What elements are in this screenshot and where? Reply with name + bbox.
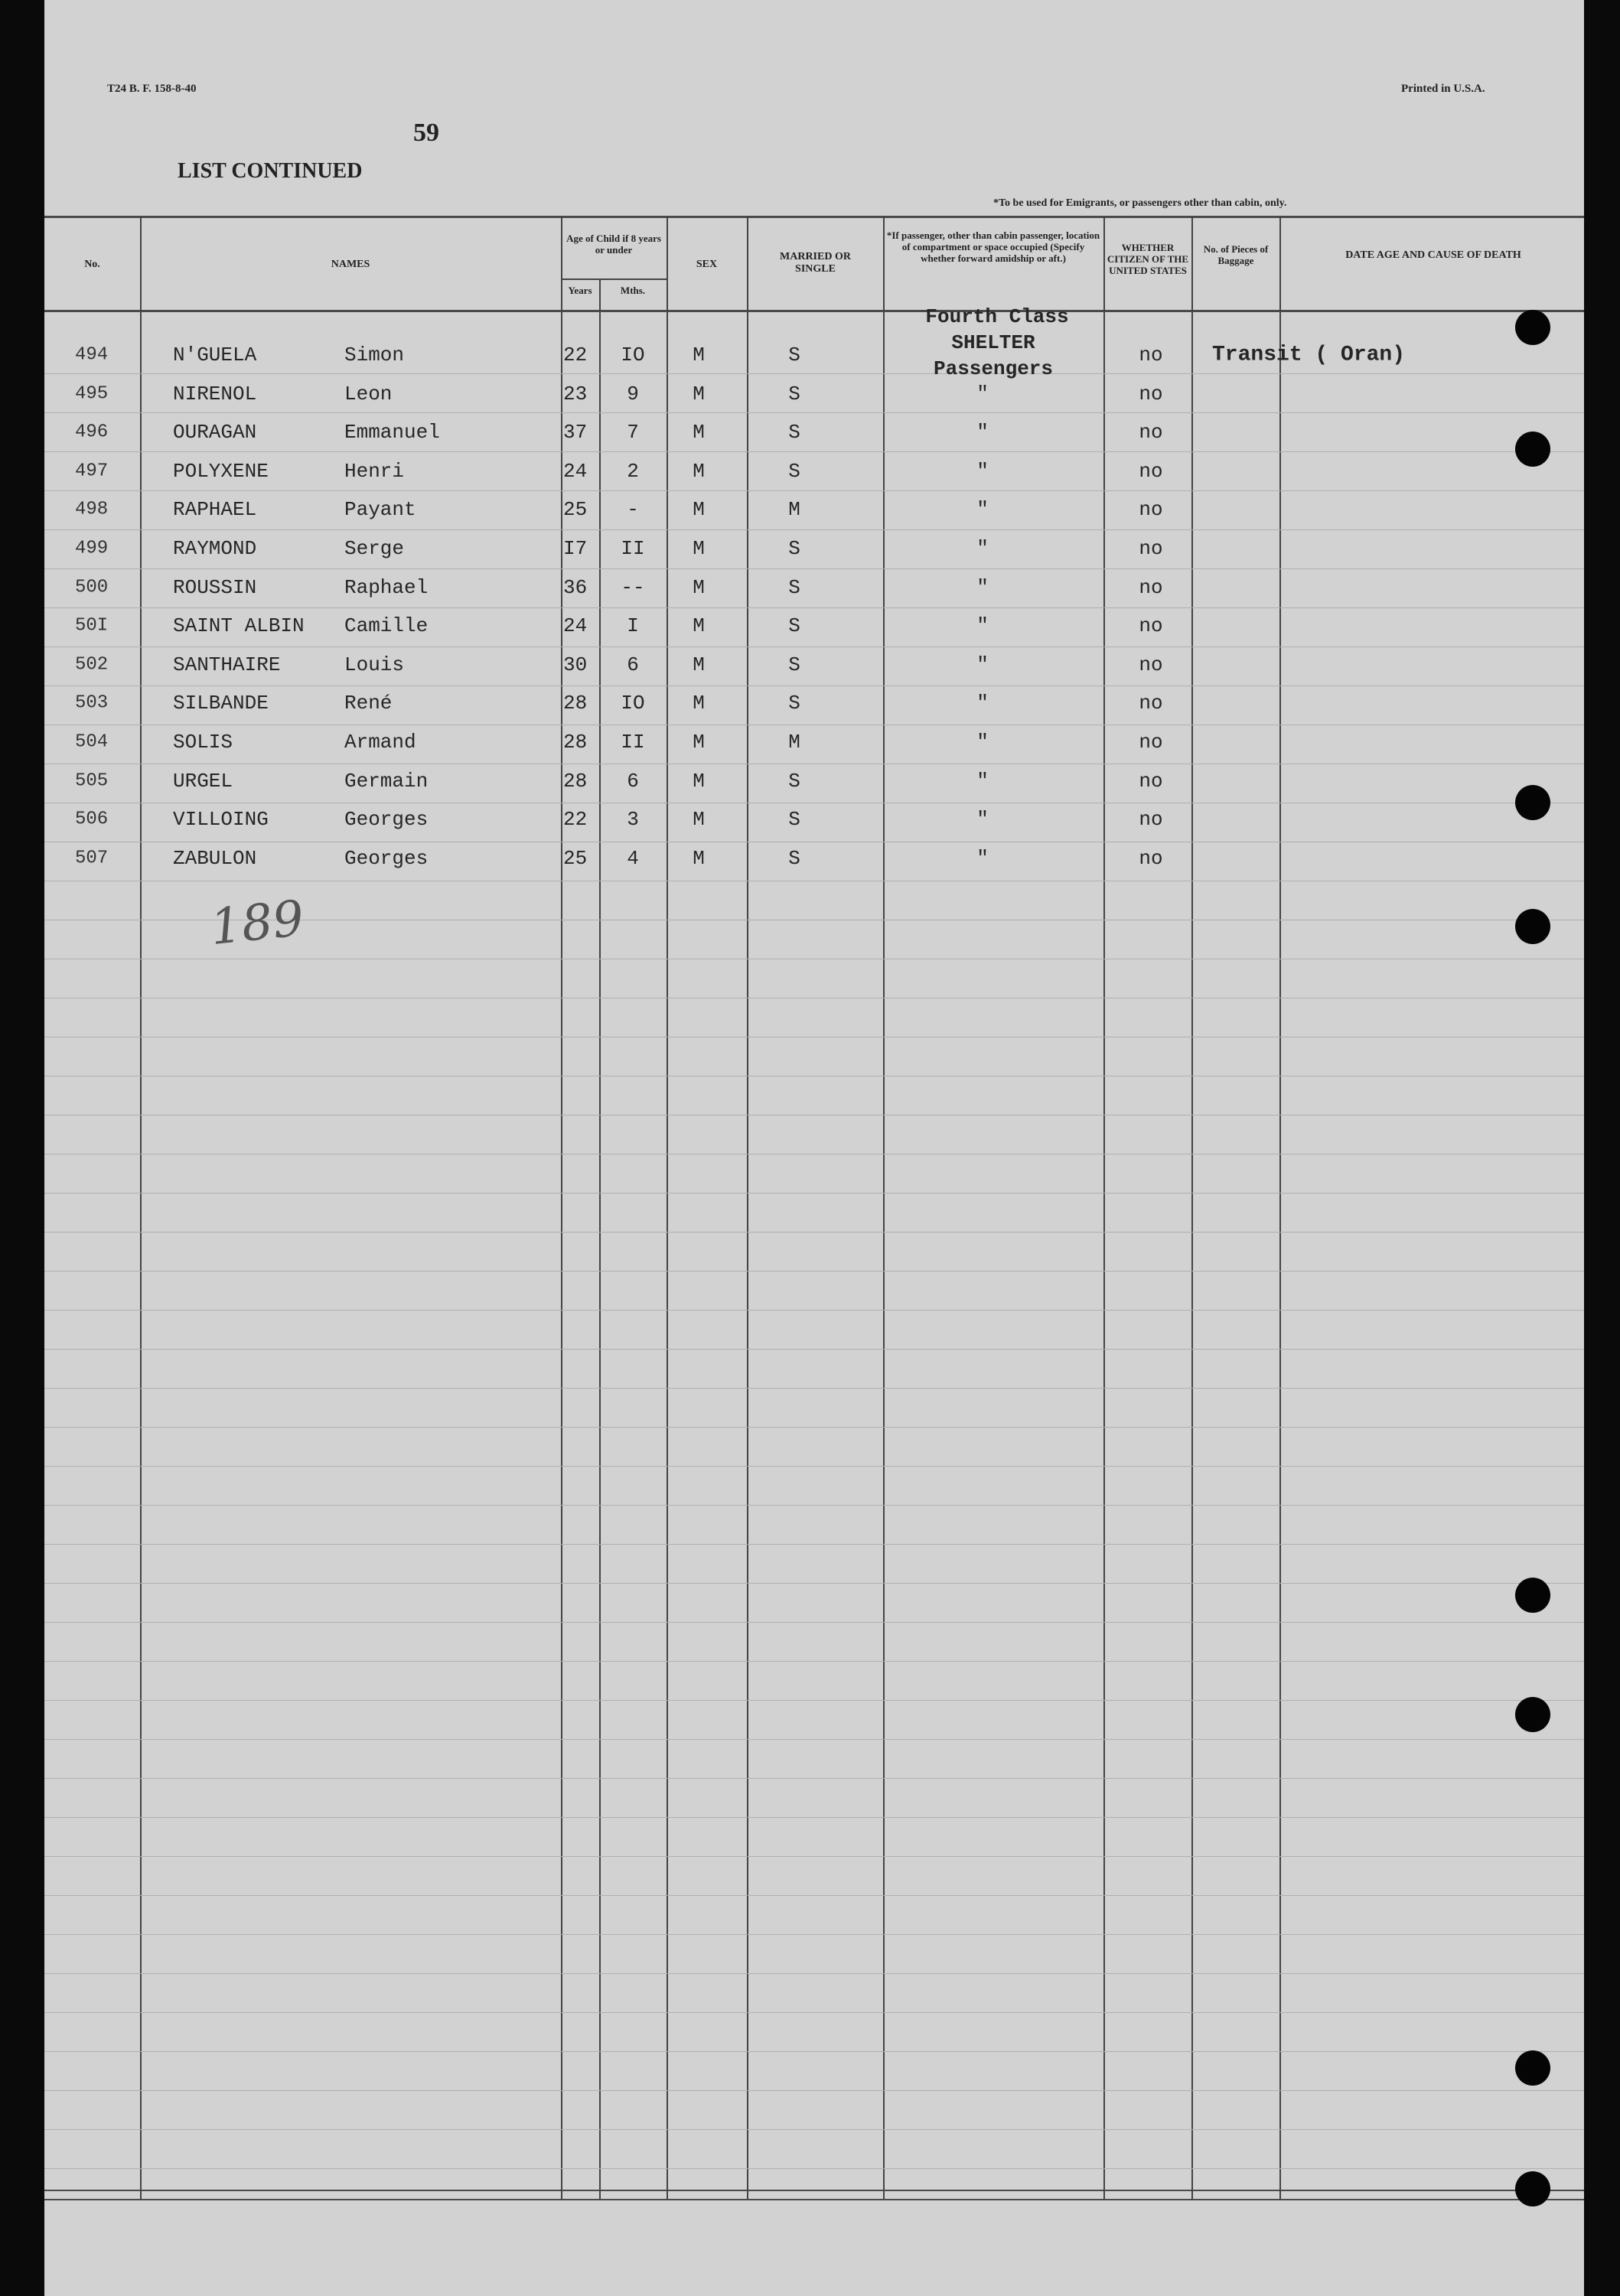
row-sex: M — [693, 769, 705, 793]
row-marital-status: S — [788, 692, 800, 715]
col-header-passenger: *If passenger, other than cabin passenger, location of compartment or space occupied (Specify whether forward amidship or aft.) — [886, 230, 1100, 264]
row-age-months: I — [627, 614, 639, 638]
row-given-name: Simon — [344, 344, 405, 366]
row-marital-status: S — [788, 537, 800, 560]
row-age-months: -- — [621, 575, 645, 599]
row-age-years: 28 — [563, 769, 588, 793]
row-sex: M — [693, 421, 705, 445]
col-header-no: No. — [84, 259, 100, 270]
row-given-name: Germain — [344, 769, 429, 793]
row-sex: M — [693, 653, 705, 676]
ruled-line — [44, 2051, 1584, 2052]
row-ditto-mark: " — [976, 459, 989, 483]
row-citizen: no — [1139, 498, 1163, 522]
row-surname: SAINT ALBIN — [173, 614, 305, 638]
col-header-baggage: No. of Pieces of Baggage — [1203, 243, 1269, 266]
row-marital-status: S — [788, 614, 800, 638]
row-ditto-mark: " — [976, 692, 989, 715]
col-header-months: Mths. — [620, 285, 646, 296]
row-ditto-mark: " — [976, 537, 989, 560]
stamp-shelter: SHELTER — [951, 331, 1035, 354]
transit-note: Transit ( Oran) — [1212, 343, 1406, 367]
row-marital-status: S — [788, 382, 800, 405]
row-surname: RAYMOND — [173, 537, 257, 560]
col-line-baggage — [1279, 216, 1281, 2200]
footer-line — [44, 2190, 1584, 2191]
row-sex: M — [693, 459, 705, 483]
row-age-years: 24 — [563, 614, 588, 638]
row-age-years: 28 — [563, 731, 588, 754]
row-citizen: no — [1139, 421, 1163, 445]
row-sex: M — [693, 846, 705, 870]
ruled-line — [44, 2129, 1584, 2130]
ruled-line — [44, 1817, 1584, 1818]
row-age-years: 23 — [563, 382, 588, 405]
row-number: 503 — [75, 692, 109, 714]
ruled-line — [44, 2168, 1584, 2169]
row-given-name: Raphael — [344, 575, 429, 599]
ruled-line — [44, 1661, 1584, 1662]
ruled-line — [44, 1934, 1584, 1935]
ruled-line — [44, 1388, 1584, 1389]
row-surname: URGEL — [173, 769, 233, 793]
row-surname: SANTHAIRE — [173, 653, 281, 676]
ruled-line — [44, 1622, 1584, 1623]
row-age-years: 25 — [563, 498, 588, 522]
row-citizen: no — [1139, 614, 1163, 638]
row-ditto-mark: " — [976, 653, 989, 676]
row-number: 500 — [75, 577, 109, 598]
ruled-line — [44, 1973, 1584, 1974]
row-number: 495 — [75, 383, 109, 405]
header-top-line — [44, 216, 1584, 218]
row-marital-status: S — [788, 808, 800, 832]
row-given-name: Louis — [344, 653, 405, 676]
row-given-name: Georges — [344, 808, 429, 832]
row-age-months: 6 — [627, 653, 639, 676]
stamp-passengers: Passengers — [933, 357, 1054, 380]
row-age-years: 37 — [563, 421, 588, 445]
row-ditto-mark: " — [976, 846, 989, 870]
row-given-name: Payant — [344, 498, 416, 522]
row-sex: M — [693, 808, 705, 832]
ruled-line — [44, 1739, 1584, 1740]
row-marital-status: S — [788, 344, 800, 366]
row-citizen: no — [1139, 344, 1163, 366]
row-citizen: no — [1139, 537, 1163, 560]
col-line-age — [667, 216, 668, 2200]
row-given-name: René — [344, 692, 393, 715]
row-number: 50I — [75, 615, 109, 637]
row-marital-status: S — [788, 421, 800, 445]
row-age-months: 2 — [627, 459, 639, 483]
ruled-line — [44, 1895, 1584, 1896]
ruled-line — [44, 2090, 1584, 2091]
ruled-line — [44, 568, 1584, 569]
row-surname: VILLOING — [173, 808, 269, 832]
row-number: 497 — [75, 461, 109, 482]
row-surname: RAPHAEL — [173, 498, 257, 522]
row-citizen: no — [1139, 382, 1163, 405]
header-bottom-line — [44, 310, 1584, 312]
ruled-line — [44, 1856, 1584, 1857]
ruled-line — [44, 1544, 1584, 1545]
ruled-line — [44, 1505, 1584, 1506]
ruled-line — [44, 1466, 1584, 1467]
ruled-line — [44, 529, 1584, 530]
col-line-citizen — [1191, 216, 1193, 2200]
row-surname: POLYXENE — [173, 459, 269, 483]
row-number: 498 — [75, 499, 109, 520]
punch-hole — [1515, 909, 1550, 944]
row-sex: M — [693, 344, 705, 366]
col-line-no — [140, 216, 142, 2200]
row-age-months: 6 — [627, 769, 639, 793]
col-line-married — [883, 216, 885, 2200]
row-ditto-mark: " — [976, 421, 989, 445]
ruled-line — [44, 1427, 1584, 1428]
row-sex: M — [693, 382, 705, 405]
row-age-years: 22 — [563, 808, 588, 832]
row-sex: M — [693, 575, 705, 599]
row-citizen: no — [1139, 692, 1163, 715]
punch-hole — [1515, 2050, 1550, 2086]
row-age-years: 30 — [563, 653, 588, 676]
col-line-years — [599, 278, 601, 2200]
punch-hole — [1515, 310, 1550, 345]
row-ditto-mark: " — [976, 808, 989, 832]
row-sex: M — [693, 537, 705, 560]
stamp-fourth-class: Fourth Class — [925, 305, 1069, 328]
emigrant-note: *To be used for Emigrants, or passengers other than cabin, only. — [993, 197, 1287, 209]
row-citizen: no — [1139, 731, 1163, 754]
form-code: T24 B. F. 158-8-40 — [107, 83, 197, 95]
row-surname: OURAGAN — [173, 421, 257, 445]
row-age-months: IO — [621, 692, 645, 715]
row-marital-status: S — [788, 575, 800, 599]
punch-hole — [1515, 1697, 1550, 1732]
ruled-line — [44, 1349, 1584, 1350]
ruled-line — [44, 2012, 1584, 2013]
row-given-name: Leon — [344, 382, 393, 405]
row-age-months: - — [627, 498, 639, 522]
row-surname: SILBANDE — [173, 692, 269, 715]
row-age-years: 24 — [563, 459, 588, 483]
row-ditto-mark: " — [976, 769, 989, 793]
ruled-line — [44, 1193, 1584, 1194]
row-citizen: no — [1139, 808, 1163, 832]
row-number: 496 — [75, 422, 109, 443]
row-citizen: no — [1139, 575, 1163, 599]
row-ditto-mark: " — [976, 382, 989, 405]
row-age-years: I7 — [563, 537, 588, 560]
row-given-name: Emmanuel — [344, 421, 440, 445]
row-number: 506 — [75, 809, 109, 830]
row-marital-status: S — [788, 459, 800, 483]
col-header-citizen: WHETHER CITIZEN OF THE UNITED STATES — [1107, 242, 1189, 276]
list-title: LIST CONTINUED — [178, 159, 363, 183]
ruled-line — [44, 1232, 1584, 1233]
col-header-years: Years — [568, 285, 592, 296]
ruled-line — [44, 1700, 1584, 1701]
row-age-years: 22 — [563, 344, 588, 366]
row-marital-status: S — [788, 653, 800, 676]
row-ditto-mark: " — [976, 614, 989, 638]
row-marital-status: M — [788, 498, 800, 522]
row-ditto-mark: " — [976, 731, 989, 754]
row-sex: M — [693, 498, 705, 522]
row-given-name: Armand — [344, 731, 416, 754]
row-citizen: no — [1139, 459, 1163, 483]
ruled-line — [44, 1271, 1584, 1272]
row-number: 494 — [75, 344, 109, 366]
row-age-months: IO — [621, 344, 645, 366]
row-number: 499 — [75, 538, 109, 559]
punch-hole — [1515, 785, 1550, 820]
punch-hole — [1515, 1578, 1550, 1613]
row-surname: ROUSSIN — [173, 575, 257, 599]
row-number: 507 — [75, 848, 109, 869]
col-header-death: DATE AGE AND CAUSE OF DEATH — [1345, 249, 1521, 261]
ruled-line — [44, 607, 1584, 608]
row-marital-status: S — [788, 846, 800, 870]
ruled-line — [44, 646, 1584, 647]
ruled-line — [44, 451, 1584, 452]
row-given-name: Henri — [344, 459, 405, 483]
ruled-line — [44, 1583, 1584, 1584]
row-age-months: 9 — [627, 382, 639, 405]
row-age-years: 28 — [563, 692, 588, 715]
row-citizen: no — [1139, 653, 1163, 676]
row-surname: N'GUELA — [173, 344, 257, 366]
col-header-married: MARRIED OR SINGLE — [780, 251, 851, 275]
row-citizen: no — [1139, 769, 1163, 793]
col-line-sex — [747, 216, 748, 2200]
row-given-name: Georges — [344, 846, 429, 870]
col-line-passenger — [1103, 216, 1105, 2200]
row-marital-status: S — [788, 769, 800, 793]
col-line-names — [561, 216, 562, 2200]
row-surname: SOLIS — [173, 731, 233, 754]
row-given-name: Camille — [344, 614, 429, 638]
row-sex: M — [693, 614, 705, 638]
punch-hole — [1515, 2171, 1550, 2206]
row-number: 505 — [75, 770, 109, 792]
footer-line-2 — [44, 2199, 1584, 2200]
handwritten-note: 189 — [207, 890, 307, 957]
row-ditto-mark: " — [976, 498, 989, 522]
row-citizen: no — [1139, 846, 1163, 870]
punch-hole — [1515, 432, 1550, 467]
printed-in-label: Printed in U.S.A. — [1401, 83, 1485, 95]
row-surname: ZABULON — [173, 846, 257, 870]
age-subheader-line — [561, 278, 667, 280]
ruled-line — [44, 1154, 1584, 1155]
ruled-line — [44, 1310, 1584, 1311]
page-number: 59 — [413, 119, 439, 147]
row-age-months: 3 — [627, 808, 639, 832]
row-age-months: II — [621, 537, 645, 560]
row-age-months: II — [621, 731, 645, 754]
col-header-age: Age of Child if 8 years or under — [566, 233, 661, 256]
ruled-line — [44, 373, 1584, 374]
row-number: 504 — [75, 731, 109, 753]
manifest-sheet — [44, 0, 1584, 2296]
ruled-line — [44, 1778, 1584, 1779]
row-sex: M — [693, 731, 705, 754]
row-given-name: Serge — [344, 537, 405, 560]
row-age-years: 36 — [563, 575, 588, 599]
row-sex: M — [693, 692, 705, 715]
row-age-months: 7 — [627, 421, 639, 445]
ruled-line — [44, 412, 1584, 413]
col-header-sex: SEX — [696, 259, 718, 270]
row-age-years: 25 — [563, 846, 588, 870]
ruled-line — [44, 490, 1584, 491]
row-marital-status: M — [788, 731, 800, 754]
row-ditto-mark: " — [976, 575, 989, 599]
row-age-months: 4 — [627, 846, 639, 870]
row-surname: NIRENOL — [173, 382, 257, 405]
row-number: 502 — [75, 654, 109, 676]
col-header-names: NAMES — [331, 259, 370, 270]
